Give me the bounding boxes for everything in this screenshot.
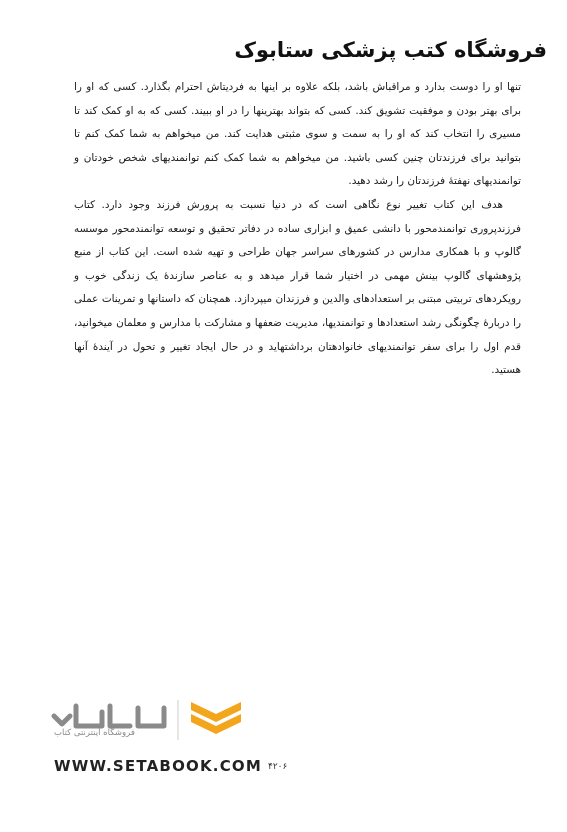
setabook-logo: [46, 694, 256, 748]
paragraph: تنها او را دوست بدارد و مراقباش باشد، بلکه علاوه بر اینها به فردیتاش احترام بگذارد. کسی که او را برای بهتر بودن و موفقیت تشویق کند. کسی که بتواند بهترینها را در او ببیند. کسی که به او کمک کند تا مسیری را انتخاب کند که او را به سمت و سوی مثبتی هدایت کند. من میخواهم به شما کمک کنم تا بتوانید برای فرزندتان چنین کسی باشید. من میخواهم به شما کمک کنم توانمندیهای شخص خودتان و توانمندیهای نهفتهٔ فرزندتان را رشد دهید.: [74, 81, 521, 188]
page-number: ۴۲۰۶: [268, 762, 288, 772]
website-link[interactable]: WWW.SETABOOK.COM: [54, 757, 262, 775]
logo-tagline: فروشگاه اینترنتی کتاب: [54, 728, 135, 738]
body-text: [74, 76, 521, 383]
page-title: فروشگاه کتب پزشکی ستابوک: [234, 38, 547, 62]
paragraph: هدف این کتاب تغییر نوع نگاهی است که در دنیا نسبت به پرورش فرزند وجود دارد. کتاب فرزندپروری توانمندمحور با دانشی عمیق و ابزاری ساده در دفاتر تحقیق و توسعه توانمندمحور موسسه گالوپ و با همکاری مدارس در کشورهای سراسر جهان طراحی و تهیه شده است. این کتاب از منبع پژوهشهای گالوپ بینش مهمی در اختیار شما قرار میدهد و به عناصر سازندهٔ یک زندگی خوب و رویکردهای تربیتی مبتنی بر استعدادهای والدین و فرزندان میپردازد. همچنان که داستانها و تمرینات عملی را دربارهٔ چگونگی رشد استعدادها و توانمندیها، مدیریت ضعفها و مشارکت با مدارس و معلمان میخوانید، قدم اول را برای سفر توانمندیهای خانوادهتان برداشتهاید و در حال ایجاد تغییر و تحول در آیندهٔ آنها هستید.: [74, 198, 521, 377]
